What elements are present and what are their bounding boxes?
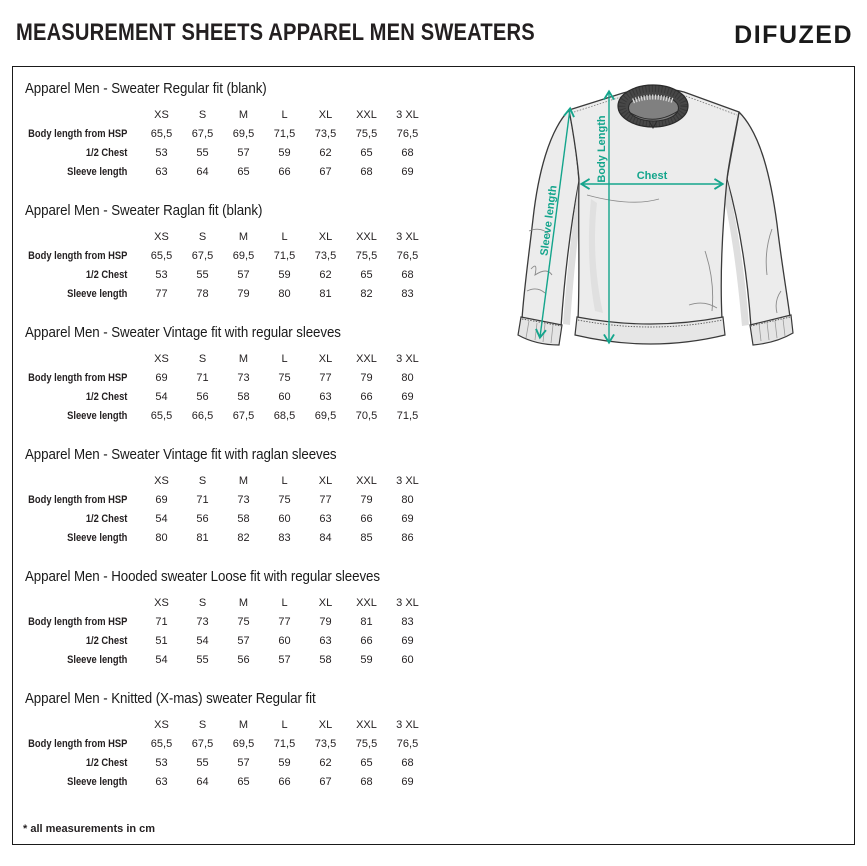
table-title: Apparel Men - Knitted (X-mas) sweater Regular fit [25,691,316,707]
size-column-header: XXL [356,108,377,121]
measurement-value: 69 [155,493,168,506]
table-title: Apparel Men - Sweater Vintage fit with regular sleeves [25,325,341,341]
measurement-value: 64 [196,775,209,788]
footnote: * all measurements in cm [23,823,156,835]
measurement-value: 77 [319,493,332,506]
measurement-value: 69,5 [314,409,337,422]
size-column-header: S [198,108,207,121]
size-column-header: XS [154,108,169,121]
measurement-value: 55 [196,268,209,281]
row-label: Body length from HSP [28,737,128,750]
measurement-value: 62 [319,146,332,159]
measurement-value: 71 [196,493,209,506]
measurement-value: 73 [196,615,209,628]
measurement-value: 58 [319,653,332,666]
measurement-value: 73,5 [314,127,337,140]
measurement-value: 81 [196,531,209,544]
size-column-header: M [238,474,249,487]
row-label: Sleeve length [67,531,128,544]
measurement-value: 69,5 [232,737,255,750]
measurement-value: 73 [237,493,250,506]
measurement-value: 55 [196,756,209,769]
measurement-value: 65 [360,268,373,281]
sweater-right-sleeve [727,112,790,327]
measurement-value: 56 [196,390,209,403]
measurement-value: 84 [319,531,332,544]
measurement-value: 83 [278,531,291,544]
sheet-frame [12,66,855,845]
measurement-value: 55 [196,653,209,666]
measurement-value: 66,5 [191,409,214,422]
measurement-value: 75,5 [355,249,378,262]
measurement-value: 73 [237,371,250,384]
measurement-value: 54 [196,634,209,647]
measurement-value: 71,5 [273,127,296,140]
table-grid [23,471,428,547]
measurement-value: 80 [401,493,414,506]
measurement-value: 63 [319,512,332,525]
measurement-value: 66 [278,775,291,788]
measurement-value: 65,5 [150,249,173,262]
measurement-value: 81 [360,615,373,628]
size-column-header: S [198,596,207,609]
measurement-value: 65 [360,146,373,159]
measurement-value: 59 [278,756,291,769]
measurement-value: 71,5 [396,409,419,422]
measurement-value: 56 [237,653,250,666]
measurement-value: 65 [360,756,373,769]
size-column-header: XL [318,108,333,121]
size-column-header: S [198,474,207,487]
measurement-value: 83 [401,615,414,628]
measurement-value: 57 [237,634,250,647]
measurement-value: 59 [278,146,291,159]
measurement-value: 60 [278,634,291,647]
measurement-value: 86 [401,531,414,544]
measurement-value: 69 [401,775,414,788]
measurement-value: 66 [360,390,373,403]
row-label: Sleeve length [67,775,128,788]
measurement-value: 55 [196,146,209,159]
measurement-value: 58 [237,390,250,403]
measurement-value: 76,5 [396,249,419,262]
measurement-value: 70,5 [355,409,378,422]
measurement-value: 51 [155,634,168,647]
size-column-header: XL [318,718,333,731]
measurement-value: 65,5 [150,409,173,422]
size-column-header: 3 XL [396,474,419,487]
measurement-value: 76,5 [396,737,419,750]
measurement-value: 60 [401,653,414,666]
measurement-value: 53 [155,268,168,281]
measurement-value: 71,5 [273,249,296,262]
measurement-value: 69 [401,634,414,647]
measurement-value: 80 [401,371,414,384]
table-grid [23,593,428,669]
measurement-value: 82 [360,287,373,300]
size-column-header: L [281,108,288,121]
measurement-value: 59 [278,268,291,281]
measurement-value: 68,5 [273,409,296,422]
table-title: Apparel Men - Sweater Regular fit (blank) [25,81,267,97]
measurement-value: 68 [360,775,373,788]
measurement-value: 85 [360,531,373,544]
measurement-value: 79 [360,493,373,506]
size-column-header: L [281,596,288,609]
measurement-value: 63 [319,634,332,647]
size-column-header: M [238,108,249,121]
measurement-value: 56 [196,512,209,525]
measurement-value: 67 [319,165,332,178]
size-column-header: S [198,230,207,243]
measurement-value: 82 [237,531,250,544]
measurement-value: 68 [401,146,414,159]
measurement-value: 75 [237,615,250,628]
size-column-header: 3 XL [396,108,419,121]
row-label: 1/2 Chest [85,268,128,281]
measurement-value: 75,5 [355,127,378,140]
row-label: 1/2 Chest [85,756,128,769]
row-label: Body length from HSP [28,371,128,384]
measurement-value: 77 [319,371,332,384]
measurement-value: 69,5 [232,127,255,140]
measurement-value: 75 [278,371,291,384]
row-label: 1/2 Chest [85,512,128,525]
size-column-header: XS [154,352,169,365]
measurement-value: 57 [237,756,250,769]
size-column-header: 3 XL [396,230,419,243]
row-label: Sleeve length [67,287,128,300]
measurement-table [23,203,428,303]
measurement-value: 57 [237,268,250,281]
measurement-value: 69 [401,512,414,525]
measurement-value: 67 [319,775,332,788]
measurement-value: 66 [360,512,373,525]
measurement-value: 63 [319,390,332,403]
size-column-header: M [238,718,249,731]
chest-label: Chest [636,170,668,182]
measurement-value: 81 [319,287,332,300]
measurement-value: 53 [155,146,168,159]
table-grid [23,715,428,791]
sweater-diagram [491,79,853,379]
body-length-label: Body Length [596,115,608,183]
size-column-header: M [238,596,249,609]
measurement-value: 71 [196,371,209,384]
measurement-value: 73,5 [314,737,337,750]
measurement-value: 69 [401,165,414,178]
measurement-value: 63 [155,165,168,178]
size-column-header: XS [154,596,169,609]
measurement-value: 67,5 [232,409,255,422]
size-column-header: L [281,352,288,365]
table-grid [23,227,428,303]
measurement-value: 78 [196,287,209,300]
measurement-value: 62 [319,756,332,769]
measurement-value: 62 [319,268,332,281]
size-column-header: XL [318,596,333,609]
size-column-header: XXL [356,596,377,609]
size-column-header: L [281,474,288,487]
table-title: Apparel Men - Sweater Vintage fit with raglan sleeves [25,447,337,463]
row-label: 1/2 Chest [85,146,128,159]
measurement-table [23,81,428,181]
measurement-value: 63 [155,775,168,788]
size-column-header: L [281,718,288,731]
measurement-value: 57 [237,146,250,159]
size-column-header: XXL [356,352,377,365]
measurement-value: 79 [319,615,332,628]
measurement-value: 54 [155,653,168,666]
measurement-value: 64 [196,165,209,178]
table-title: Apparel Men - Sweater Raglan fit (blank) [25,203,263,219]
measurement-value: 80 [155,531,168,544]
table-grid [23,349,428,425]
measurement-value: 66 [278,165,291,178]
measurement-value: 53 [155,756,168,769]
size-column-header: S [198,352,207,365]
measurement-value: 75,5 [355,737,378,750]
measurement-value: 54 [155,512,168,525]
row-label: Body length from HSP [28,249,128,262]
size-column-header: 3 XL [396,352,419,365]
size-column-header: XS [154,474,169,487]
measurement-value: 83 [401,287,414,300]
measurement-value: 69 [401,390,414,403]
row-label: Body length from HSP [28,493,128,506]
measurement-table [23,691,428,791]
size-column-header: 3 XL [396,718,419,731]
measurement-value: 71 [155,615,168,628]
size-column-header: XXL [356,230,377,243]
measurement-table [23,447,428,547]
measurement-tables [23,81,428,813]
row-label: Sleeve length [67,409,128,422]
measurement-value: 76,5 [396,127,419,140]
size-column-header: XL [318,230,333,243]
measurement-value: 65,5 [150,737,173,750]
size-column-header: M [238,230,249,243]
measurement-value: 66 [360,634,373,647]
measurement-table [23,325,428,425]
measurement-value: 68 [360,165,373,178]
measurement-value: 67,5 [191,249,214,262]
measurement-value: 79 [237,287,250,300]
size-column-header: XL [318,474,333,487]
measurement-value: 54 [155,390,168,403]
measurement-table [23,569,428,669]
measurement-value: 60 [278,390,291,403]
size-column-header: XXL [356,474,377,487]
measurement-value: 65 [237,775,250,788]
row-label: 1/2 Chest [85,390,128,403]
page-title: MEASUREMENT SHEETS APPAREL MEN SWEATERS [16,19,535,46]
row-label: Body length from HSP [28,127,128,140]
measurement-value: 68 [401,756,414,769]
measurement-value: 69,5 [232,249,255,262]
measurement-value: 67,5 [191,127,214,140]
measurement-value: 68 [401,268,414,281]
measurement-value: 73,5 [314,249,337,262]
measurement-value: 65,5 [150,127,173,140]
measurement-value: 58 [237,512,250,525]
table-grid [23,105,428,181]
measurement-value: 80 [278,287,291,300]
size-column-header: XL [318,352,333,365]
size-column-header: 3 XL [396,596,419,609]
measurement-value: 77 [155,287,168,300]
measurement-value: 60 [278,512,291,525]
size-column-header: XS [154,718,169,731]
table-title: Apparel Men - Hooded sweater Loose fit with regular sleeves [25,569,380,585]
brand-logo: DIFUZED [734,21,853,49]
size-column-header: XXL [356,718,377,731]
measurement-value: 59 [360,653,373,666]
measurement-value: 65 [237,165,250,178]
size-column-header: L [281,230,288,243]
measurement-value: 77 [278,615,291,628]
row-label: Body length from HSP [28,615,128,628]
measurement-value: 67,5 [191,737,214,750]
measurement-value: 79 [360,371,373,384]
measurement-value: 69 [155,371,168,384]
sweater-illustration [491,79,853,379]
size-column-header: S [198,718,207,731]
size-column-header: XS [154,230,169,243]
row-label: Sleeve length [67,165,128,178]
measurement-value: 71,5 [273,737,296,750]
measurement-value: 57 [278,653,291,666]
row-label: 1/2 Chest [85,634,128,647]
size-column-header: M [238,352,249,365]
measurement-value: 75 [278,493,291,506]
sleeve-length-label: Sleeve length [538,184,560,257]
row-label: Sleeve length [67,653,128,666]
